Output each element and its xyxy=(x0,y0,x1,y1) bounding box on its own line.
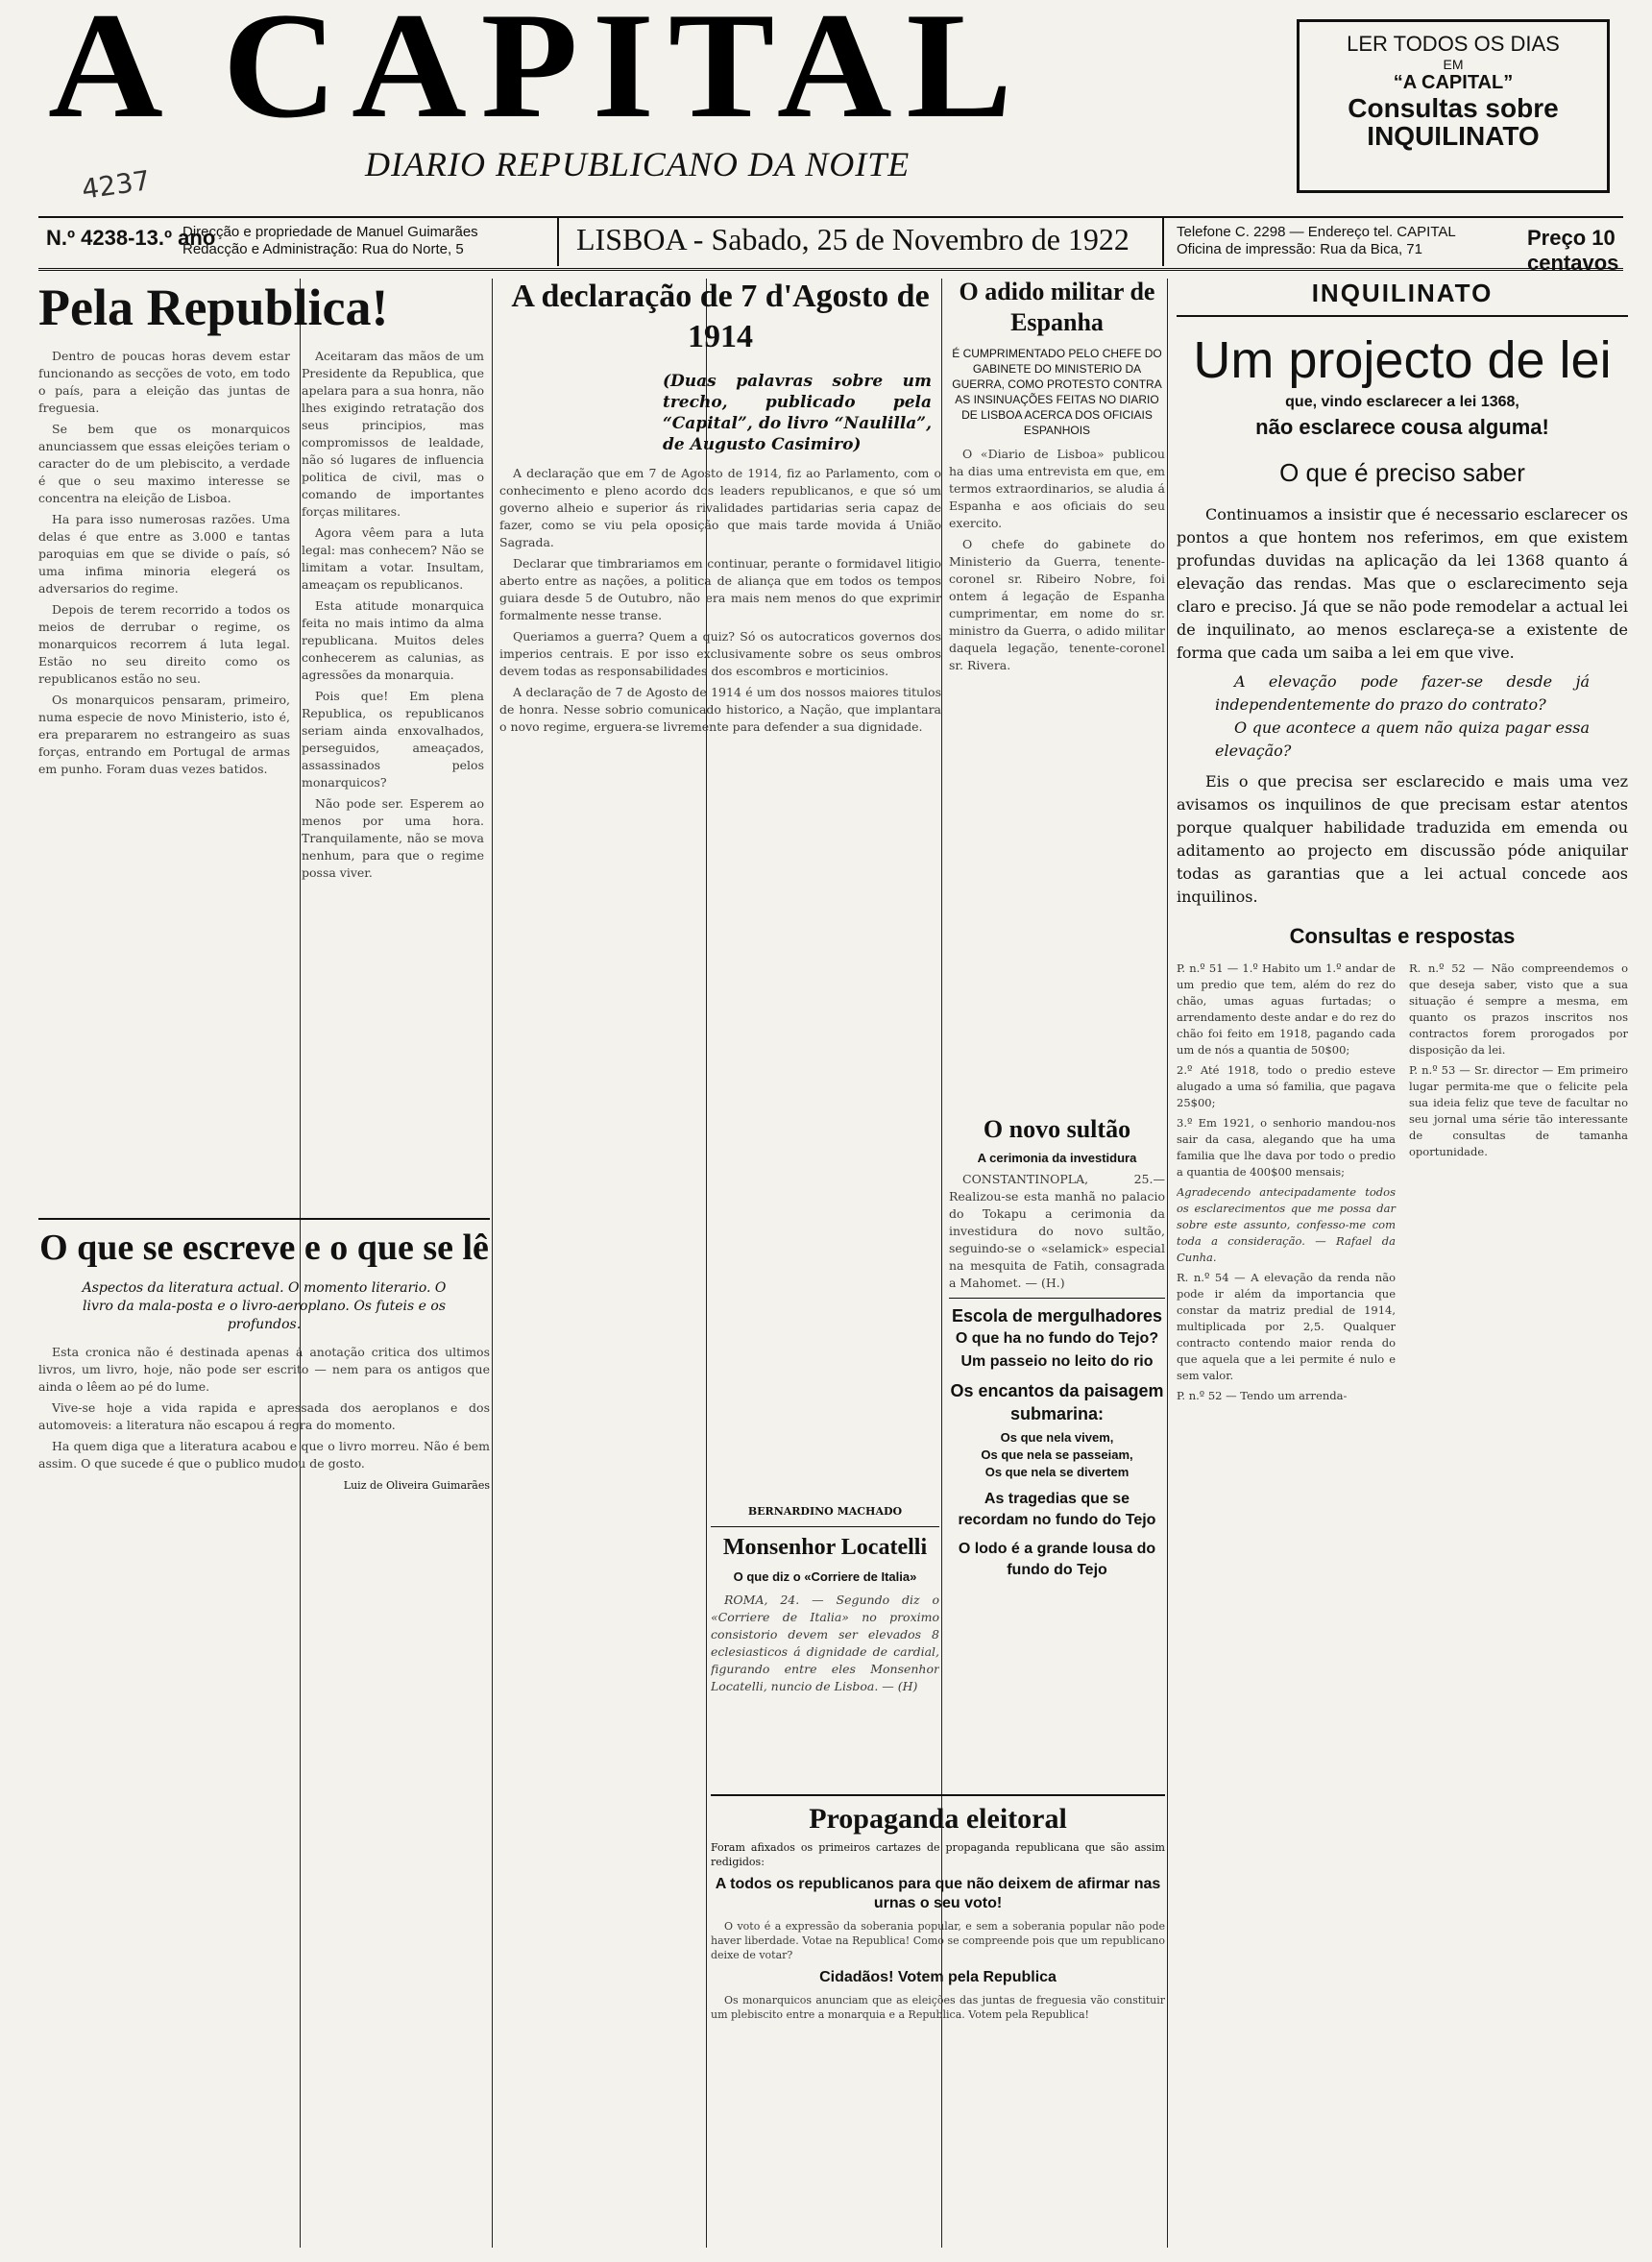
paragraph: ROMA, 24. — Segundo diz o «Corriere de Italia» no proximo consistorio devem ser elevados 8 eclesiasticos á dignidade de cardial, figurando entre eles Monsenhor Locatelli, nuncio de Lisboa. — (H) xyxy=(711,1593,939,1693)
paragraph: CONSTANTINOPLA, 25.— Realizou-se esta manhã no palacio do Tokapu a cerimonia da investidura do novo sultão, seguindo-se o «selamick» especial na mesquita de Fatih, consagrada a Mahomet. — (H.) xyxy=(949,1172,1165,1290)
paragraph: Dentro de poucas horas devem estar funcionando as secções de voto, em todo o país, para a eleição das juntas de freguesia. xyxy=(38,349,290,415)
paragraph: Pois que! Em plena Republica, os republicanos seriam ainda enxovalhados, perseguidos, ameaçados, assassinados pelos monarquicos? xyxy=(302,689,484,790)
promo-box xyxy=(1297,19,1610,193)
paragraph: Queriamos a guerra? Quem a quiz? Só os autocraticos governos dos imperios centrais. E por isso exclusivamente sobre os seus ombros devem todas as responsabilidades dos escombros e morticinios. xyxy=(499,629,941,678)
promo-line3: “A CAPITAL” xyxy=(1393,72,1514,93)
subhead-line: Os que nela se divertem xyxy=(984,1465,1130,1479)
direction-info xyxy=(182,224,478,258)
promo-line5: INQUILINATO xyxy=(1367,121,1540,152)
deck: (Duas palavras sobre um trecho, publicado pela “Capital”, do livro “Naulilla”, de Augusto Casimiro) xyxy=(663,372,932,454)
deck: não esclarece cousa alguma! xyxy=(1255,415,1549,439)
subhead: Consultas e respostas xyxy=(1289,924,1516,948)
masthead-subtitle: DIARIO REPUBLICANO DA NOITE xyxy=(365,145,911,183)
direction-line: Direcção e propriedade de Manuel Guimarães xyxy=(182,224,478,240)
article-inquilinato xyxy=(1177,277,1628,2246)
deck: que, vindo esclarecer a lei 1368, xyxy=(1285,394,1519,410)
intro: Foram afixados os primeiros cartazes de propaganda republicana que são assim redigidos: xyxy=(711,1841,1165,1868)
issue-date: LISBOA - Sabado, 25 de Novembro de 1922 xyxy=(576,222,1130,256)
headline: O que se escreve e o que se lê xyxy=(39,1228,489,1268)
archive-stamp: 4237 xyxy=(80,164,153,206)
paragraph: Depois de terem recorrido a todos os meios de derrubar o regime, os monarquicos recorrem á luta legal. Estão no seu direito como os republicanos estão no seu. xyxy=(38,602,290,686)
question: O que acontece a quem não quiza pagar essa elevação? xyxy=(1215,718,1590,760)
office-line: Oficina de impressão: Rua da Bica, 71 xyxy=(1177,241,1422,257)
section-rule xyxy=(949,1298,1165,1299)
subhead-line: Os que nela vivem, xyxy=(1000,1430,1114,1445)
article-locatelli xyxy=(711,1498,939,1787)
paragraph: Ha quem diga que a literatura acabou e que o livro morreu. Não é bem assim. O que sucede é que o publico mudou de gosto. xyxy=(38,1439,490,1471)
subhead-line: Os que nela se passeiam, xyxy=(981,1447,1133,1462)
consult-entry: R. n.º 54 — A elevação da renda não pode ir além da importancia que constar da matriz predial de 1914, multiplicada por 2,5. Qualquer contracto contendo maior renda do que aquela que a lei permite é nulo e sem valor. xyxy=(1177,1271,1396,1382)
deck: Aspectos da literatura actual. O momento literario. O livro da mala-posta e o livro-aeroplano. Os futeis e os profundos. xyxy=(82,1280,447,1332)
paragraph: Vive-se hoje a vida rapida e apressada dos aeroplanos e dos automoveis: a literatura não escapou á regra do momento. xyxy=(38,1400,490,1432)
headline: Propaganda eleitoral xyxy=(809,1803,1067,1835)
kicker: INQUILINATO xyxy=(1177,277,1628,317)
divider xyxy=(557,218,559,266)
issue-price: Preço 10 centavos xyxy=(1527,226,1619,275)
signature: BERNARDINO MACHADO xyxy=(747,1505,903,1518)
promo-line1: LER TODOS OS DIAS xyxy=(1347,32,1560,56)
column-rule xyxy=(492,279,493,2248)
paragraph: Continuamos a insistir que é necessario esclarecer os pontos a que hontem nos referimos, em que existem profundas duvidas na aplicação da lei 1368 quanto á elevação das rendas. Mas que o esclarecimento seja claro e preciso. Já que se não pode remodelar a actual lei de inquilinato, ao menos esclareça-se a existente de forma que cada um saiba a lei em que vive. xyxy=(1177,505,1628,662)
headline: A declaração de 7 d'Agosto de 1914 xyxy=(511,279,930,354)
section-rule xyxy=(38,1218,490,1220)
article-propaganda xyxy=(711,1788,1165,2250)
headline: Um projecto de lei xyxy=(1193,331,1612,389)
article-literatura xyxy=(38,1212,490,2250)
headline: O adido militar de Espanha xyxy=(959,278,1155,336)
redaction-line: Redacção e Administração: Rua do Norte, 5 xyxy=(182,241,464,257)
paragraph: A declaração que em 7 de Agosto de 1914, fiz ao Parlamento, com o conhecimento e pleno acordo dos leaders republicanos, e que só um governo alheio e superior ás rivalidades partidarias seria capaz de fazer, como se viu pela oposição que mais tarde movida á União Sagrada. xyxy=(499,466,941,549)
contact-info xyxy=(1177,224,1456,258)
subhead: Escola de mergulhadores xyxy=(951,1306,1163,1326)
consult-entry: 2.º Até 1918, todo o predio esteve alugado a uma só familia, que pagava 25$00; xyxy=(1177,1063,1396,1109)
paragraph: Eis o que precisa ser esclarecido e mais uma vez avisamos os inquilinos de que precisam estar atentos porque qualquer habilidade traduzida em emenda ou aditamento ao projecto em discussão póde aniquilar todas as garantias que a lei actual concede aos inquilinos. xyxy=(1177,772,1628,906)
paragraph: O voto é a expressão da soberania popular, e sem a soberania popular não pode haver liberdade. Votae na Republica! Como se compreende pois que um republicano deixe de votar? xyxy=(711,1920,1165,1961)
paragraph: Aceitaram das mãos de um Presidente da Republica, que apelara para a sua honra, não lhes exigindo retratação dos seus principios, mas compromissos de lealdade, não só lugares de influencia politica de civil, mas o comando de importantes forças militares. xyxy=(302,349,484,519)
section-rule xyxy=(711,1526,939,1527)
telephone-line: Telefone C. 2298 — Endereço tel. CAPITAL xyxy=(1177,224,1456,240)
consult-entry: P. n.º 52 — Tendo um arrenda- xyxy=(1177,1389,1348,1402)
article-pela-republica xyxy=(38,277,490,1199)
section-rule xyxy=(711,1794,1165,1796)
subhead: O que diz o «Corriere de Italia» xyxy=(733,1569,917,1584)
deck: É CUMPRIMENTADO PELO CHEFE DO GABINETE DO MINISTERIO DA GUERRA, COMO PROTESTO CONTRA AS INSINUAÇÕES FEITAS NO DIARIO DE LISBOA ACERCA DOS OFICIAIS ESPANHOIS xyxy=(952,347,1162,437)
subhead: O que é preciso saber xyxy=(1279,458,1525,487)
subhead: O que ha no fundo do Tejo? xyxy=(955,1330,1159,1347)
paragraph: Esta cronica não é destinada apenas á anotação critica dos ultimos livros, um livro, hoje, não pode ser escrito — nem para os antigos que ainda o lêem ao pé do lume. xyxy=(38,1345,490,1394)
promo-line4: Consultas sobre xyxy=(1348,93,1559,123)
paragraph: O chefe do gabinete do Ministerio da Guerra, tenente-coronel sr. Ribeiro Nobre, foi ontem á legação de Espanha cumprimentar, em nome do sr. ministro da Guerra, o adido militar daquela legação, tenente-coronel sr. Rivera. xyxy=(949,537,1165,672)
paragraph: O «Diario de Lisboa» publicou ha dias uma entrevista em que, em termos extraordinarios, se aludia á Espanha e aos oficiais do seu exercito. xyxy=(949,447,1165,530)
article-adido xyxy=(949,277,1165,1103)
masthead-title: A CAPITAL xyxy=(48,0,1027,150)
subhead: A cerimonia da investidura xyxy=(977,1151,1137,1165)
consult-entry: P. n.º 53 — Sr. director — Em primeiro lugar permita-me que o felicite pela sua ideia feliz que teve de facultar no seu jornal uma série tão interessante de consultas de tamanha oportunidade. xyxy=(1409,1063,1628,1158)
subhead: Os encantos da paisagem submarina: xyxy=(950,1381,1164,1423)
paragraph: Declarar que timbrariamos em continuar, perante o formidavel litigio aberto entre as nações, a politica de aliança que em todos os tempos guiara desde 5 de Outubro, não era mais nem menos do que exprimir formalmente nesse transe. xyxy=(499,556,941,622)
headline: O novo sultão xyxy=(983,1115,1131,1143)
paragraph: Não pode ser. Esperem ao menos por uma hora. Tranquilamente, não se mova nenhum, para que o regime possa viver. xyxy=(302,796,484,880)
paragraph: Os monarquicos anunciam que as eleições das juntas de freguesia vão constituir um plebiscito entre a monarquia e a Republica. Votem pela Republica! xyxy=(711,1994,1165,2021)
consult-entry: Agradecendo antecipadamente todos os esclarecimentos que me possa dar sobre este assunto, confesso-me com toda a consideração. — Rafael da Cunha. xyxy=(1177,1185,1396,1264)
subhead: As tragedias que se recordam no fundo do Tejo xyxy=(958,1491,1156,1528)
article-sultao xyxy=(949,1114,1165,1787)
divider xyxy=(1162,218,1164,266)
headline: Monsenhor Locatelli xyxy=(722,1535,928,1560)
question: A elevação pode fazer-se desde já independentemente do prazo do contrato? xyxy=(1215,672,1590,714)
signature: Luiz de Oliveira Guimarães xyxy=(343,1479,490,1492)
paragraph: Esta atitude monarquica feita no mais intimo da alma republicana. Muitos deles conhecerem as calunias, as agressões da monarquia. xyxy=(302,598,484,682)
article-declaracao xyxy=(499,277,941,1487)
issue-info-bar xyxy=(38,216,1623,275)
promo-line2: EM xyxy=(1443,57,1464,72)
paragraph: Se bem que os monarquicos anunciassem que essas eleições teriam o caracter do de um plebiscito, a verdade é que o seu maximo interesse se concentra na eleição de Lisboa. xyxy=(38,422,290,505)
consult-entry: P. n.º 51 — 1.º Habito um 1.º andar de um predio que tem, além do rez do chão, umas aguas furtadas; o arrendamento deste andar e do rez do chão foi feito em 1918, pagando cada um de nós a quantia de 50$00; xyxy=(1177,961,1396,1057)
consult-entry: 3.º Em 1921, o senhorio mandou-nos sair da casa, alegando que ha uma familia que lhe dava por todo o predio a quantia de 400$00 mensais; xyxy=(1177,1116,1396,1179)
subhead: Cidadãos! Votem pela Republica xyxy=(819,1969,1057,1985)
issue-number: N.º 4238-13.º ano xyxy=(46,226,216,250)
subhead: A todos os republicanos para que não deixem de afirmar nas urnas o seu voto! xyxy=(715,1876,1161,1911)
column-rule xyxy=(1167,279,1168,2248)
consult-entry: R. n.º 52 — Não compreendemos o que deseja saber, visto que a sua situação é sempre a mesma, em quanto os prazos inscritos nos contractos forem prorogados por disposição da lei. xyxy=(1409,961,1628,1057)
paragraph: Agora vêem para a luta legal: mas conhecem? Não se limitam a votar. Insultam, ameaçam os republicanos. xyxy=(302,525,484,592)
subhead: Um passeio no leito do rio xyxy=(960,1353,1154,1370)
paragraph: Os monarquicos pensaram, primeiro, numa especie de novo Ministerio, isto é, era prepararem no estrangeiro as suas forças, entrando em Portugal de armas em punho. Foram duas vezes batidos. xyxy=(38,693,290,776)
paragraph: A declaração de 7 de Agosto de 1914 é um dos nossos maiores titulos de honra. Nesse sobrio comunicado historico, a Nação, que implantara o novo regime, erguera-se livremente para defender a sua dignidade. xyxy=(499,685,941,734)
subhead: O lodo é a grande lousa do fundo do Tejo xyxy=(958,1541,1156,1578)
headline: Pela Republica! xyxy=(38,279,389,336)
paragraph: Ha para isso numerosas razões. Uma delas é que entre as 3.000 e tantas paroquias em que se divide o país, só uma infima minoria elegerá os adversarios do regime. xyxy=(38,512,290,596)
